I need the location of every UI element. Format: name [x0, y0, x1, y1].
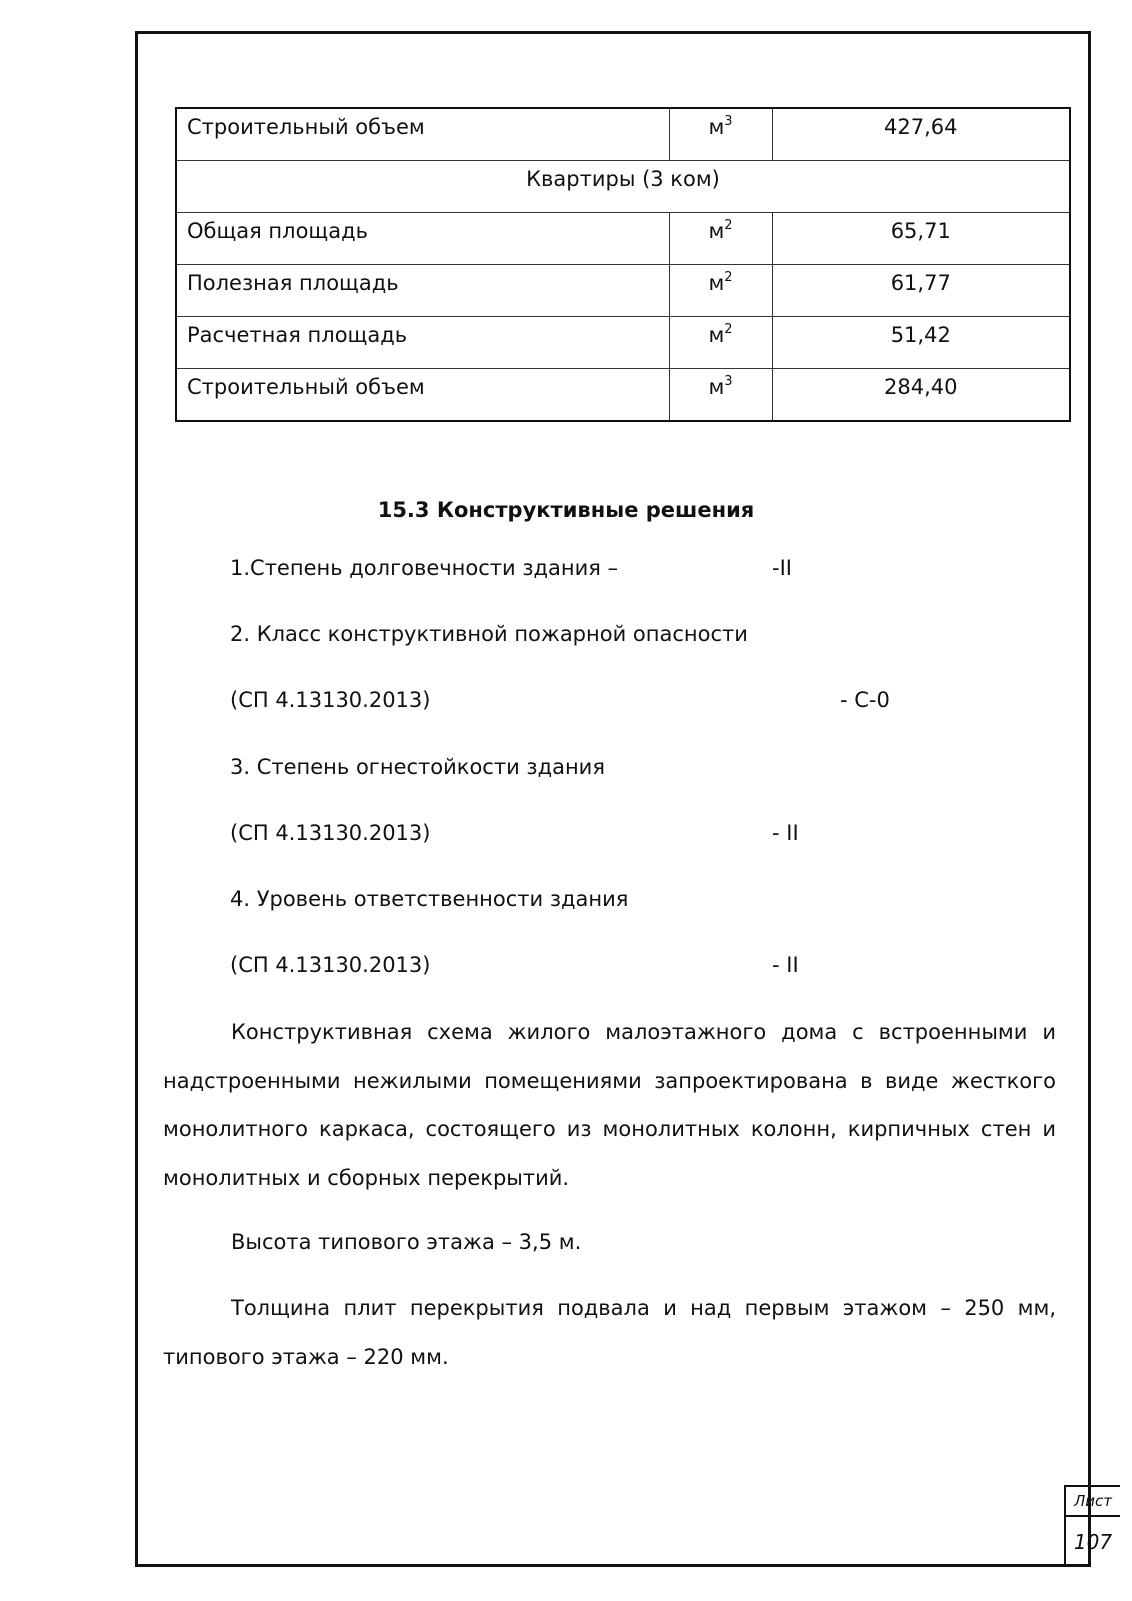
item-fire-resistance-norm: (СП 4.13130.2013) — [230, 821, 431, 845]
item-fire-hazard-class: 2. Класс конструктивной пожарной опасности — [230, 622, 748, 646]
table-row — [176, 213, 1070, 265]
table-section-row — [176, 161, 1070, 213]
param-unit: $м^2$ — [669, 213, 772, 265]
param-name: Полезная площадь — [176, 265, 669, 317]
item-fire-hazard-value: - С-0 — [840, 688, 890, 712]
section-label: Квартиры (3 ком) — [176, 161, 1070, 213]
table-row — [176, 108, 1070, 161]
sheet-stamp — [1064, 1485, 1120, 1567]
item-responsibility: 4. Уровень ответственности здания — [230, 887, 629, 911]
item-fire-hazard-norm: (СП 4.13130.2013) — [230, 688, 431, 712]
item-responsibility-value: - II — [772, 953, 799, 977]
param-value: 65,71 — [772, 213, 1070, 265]
parameters-table — [175, 107, 1071, 422]
param-unit: $м^2$ — [669, 317, 772, 369]
sheet-number: 107 — [1073, 1530, 1113, 1554]
item-responsibility-norm: (СП 4.13130.2013) — [230, 953, 431, 977]
item-fire-resistance: 3. Степень огнестойкости здания — [230, 755, 605, 779]
paragraph-floor-height: Высота типового этажа – 3,5 м. — [231, 1230, 582, 1254]
param-unit: $м^3$ — [669, 108, 772, 161]
section-heading: 15.3 Конструктивные решения — [377, 498, 755, 522]
param-value: 61,77 — [772, 265, 1070, 317]
paragraph-slab-thickness: Толщина плит перекрытия подвала и над первым этажом – 250 мм, типового этажа – 220 мм. — [163, 1296, 1056, 1369]
item-fire-resistance-value: - II — [772, 821, 799, 845]
param-name: Общая площадь — [176, 213, 669, 265]
param-unit: $м^2$ — [669, 265, 772, 317]
table-row — [176, 369, 1070, 422]
param-name: Строительный объем — [176, 369, 669, 422]
param-name: Расчетная площадь — [176, 317, 669, 369]
paragraph-structural-scheme: Конструктивная схема жилого малоэтажного дома с встроенными и надстроенными нежилыми помещениями запроектирована в виде жесткого монолитного каркаса, состоящего из монолитных колонн, кирпичных стен и монолитных и сборных перекрытий. — [163, 1020, 1056, 1190]
table-row — [176, 265, 1070, 317]
table-row — [176, 317, 1070, 369]
param-value: 427,64 — [772, 108, 1070, 161]
item-durability: 1.Степень долговечности здания – — [230, 556, 619, 580]
sheet-label: Лист — [1066, 1487, 1120, 1517]
item-durability-value: -II — [772, 556, 792, 580]
param-value: 51,42 — [772, 317, 1070, 369]
param-unit: $м^3$ — [669, 369, 772, 422]
param-name: Строительный объем — [176, 108, 669, 161]
param-value: 284,40 — [772, 369, 1070, 422]
